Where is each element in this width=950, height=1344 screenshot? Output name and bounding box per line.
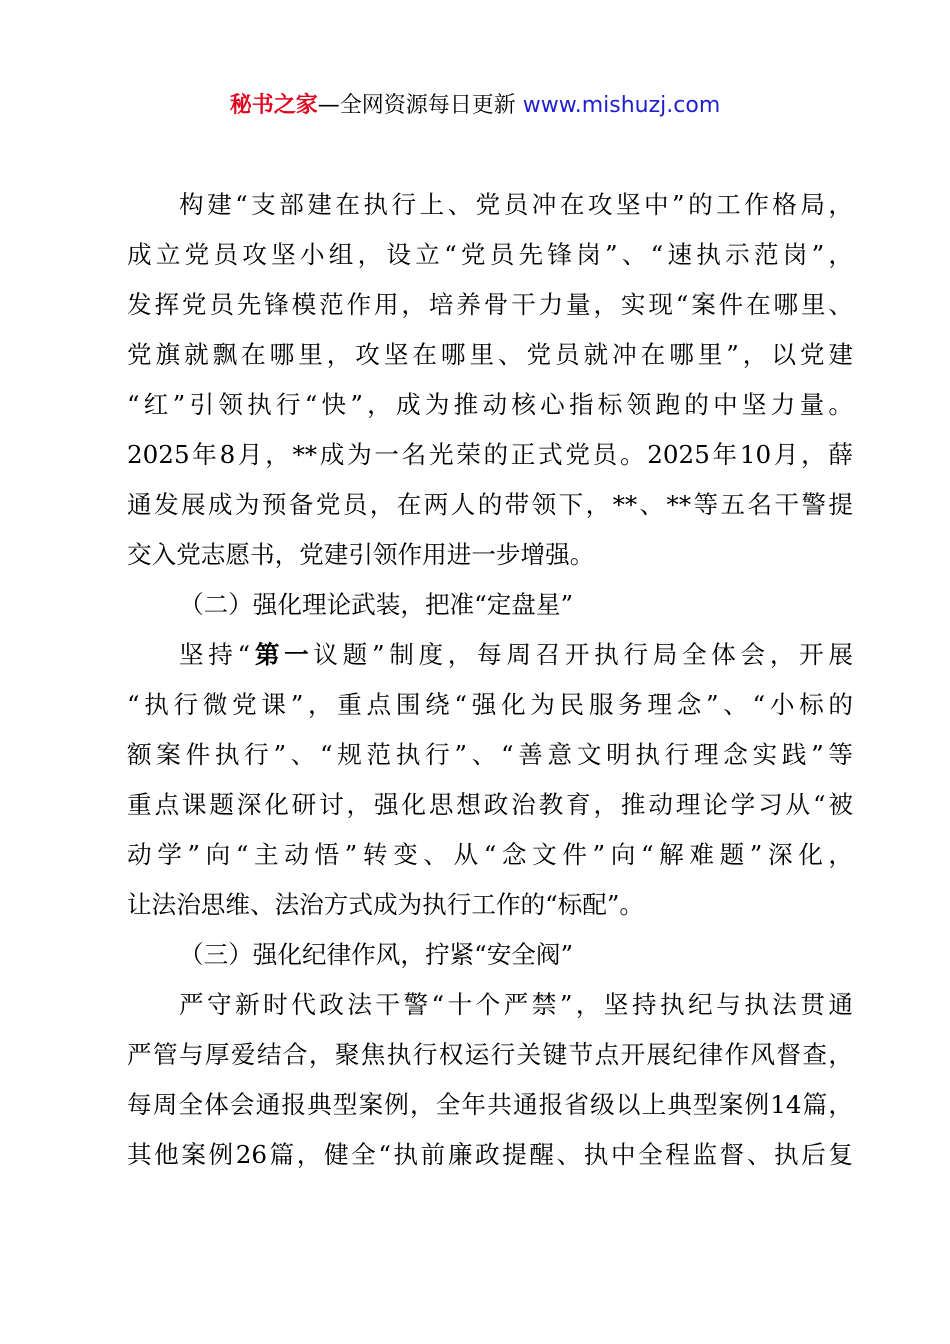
text-line: 重点课题深化研讨，强化思想政治教育，推动理论学习从“被 xyxy=(127,790,853,819)
site-tagline: —全网资源每日更新 xyxy=(317,93,523,118)
site-brand: 秘书之家 xyxy=(229,93,318,118)
section-heading: （二）强化理论武装，把准“定盘星” xyxy=(179,590,574,619)
text-line xyxy=(127,630,853,680)
text-line: 党旗就飘在哪里，攻坚在哪里、党员就冲在哪里”，以党建 xyxy=(127,340,853,369)
text-line: 交入党志愿书，党建引领作用进一步增强。 xyxy=(127,540,595,569)
text-line: 构建“支部建在执行上、党员冲在攻坚中”的工作格局， xyxy=(179,190,853,219)
text-line: 通发展成为预备党员，在两人的带领下，**、**等五名干警提 xyxy=(127,490,853,519)
text-line: “红”引领执行“快”，成为推动核心指标领跑的中坚力量。 xyxy=(127,390,853,419)
text-line: 让法治思维、法治方式成为执行工作的“标配”。 xyxy=(127,890,645,919)
text-line: 发挥党员先锋模范作用，培养骨干力量，实现“案件在哪里、 xyxy=(127,290,853,319)
text-line: 严管与厚爱结合，聚焦执行权运行关键节点开展纪律作风督查， xyxy=(127,1040,853,1069)
bold-text-run: 第一 xyxy=(250,640,314,669)
text-line: “执行微党课”，重点围绕“强化为民服务理念”、“小标的 xyxy=(127,690,853,719)
text-line: 成立党员攻坚小组，设立“党员先锋岗”、“速执示范岗”， xyxy=(127,240,853,269)
text-line: 额案件执行”、“规范执行”、“善意文明执行理念实践”等 xyxy=(127,740,853,769)
text-run: 议题”制度，每周召开执行局全体会，开展 xyxy=(313,640,853,669)
text-line: 动学”向“主动悟”转变、从“念文件”向“解难题”深化， xyxy=(127,840,853,869)
text-line: 严守新时代政法干警“十个严禁”，坚持执纪与执法贯通 xyxy=(179,990,853,1019)
text-run: 坚持“ xyxy=(179,640,251,669)
site-header xyxy=(0,88,950,124)
section-heading: （三）强化纪律作风，拧紧“安全阀” xyxy=(179,940,574,969)
text-line: 每周全体会通报典型案例，全年共通报省级以上典型案例14篇， xyxy=(127,1090,853,1119)
text-line: 2025年8月，**成为一名光荣的正式党员。2025年10月，薛 xyxy=(127,440,853,469)
site-url-link[interactable]: www.mishuzj.com xyxy=(522,93,721,118)
text-line: 其他案例26篇，健全“执前廉政提醒、执中全程监督、执后复 xyxy=(127,1140,853,1169)
document-body xyxy=(127,180,853,1180)
